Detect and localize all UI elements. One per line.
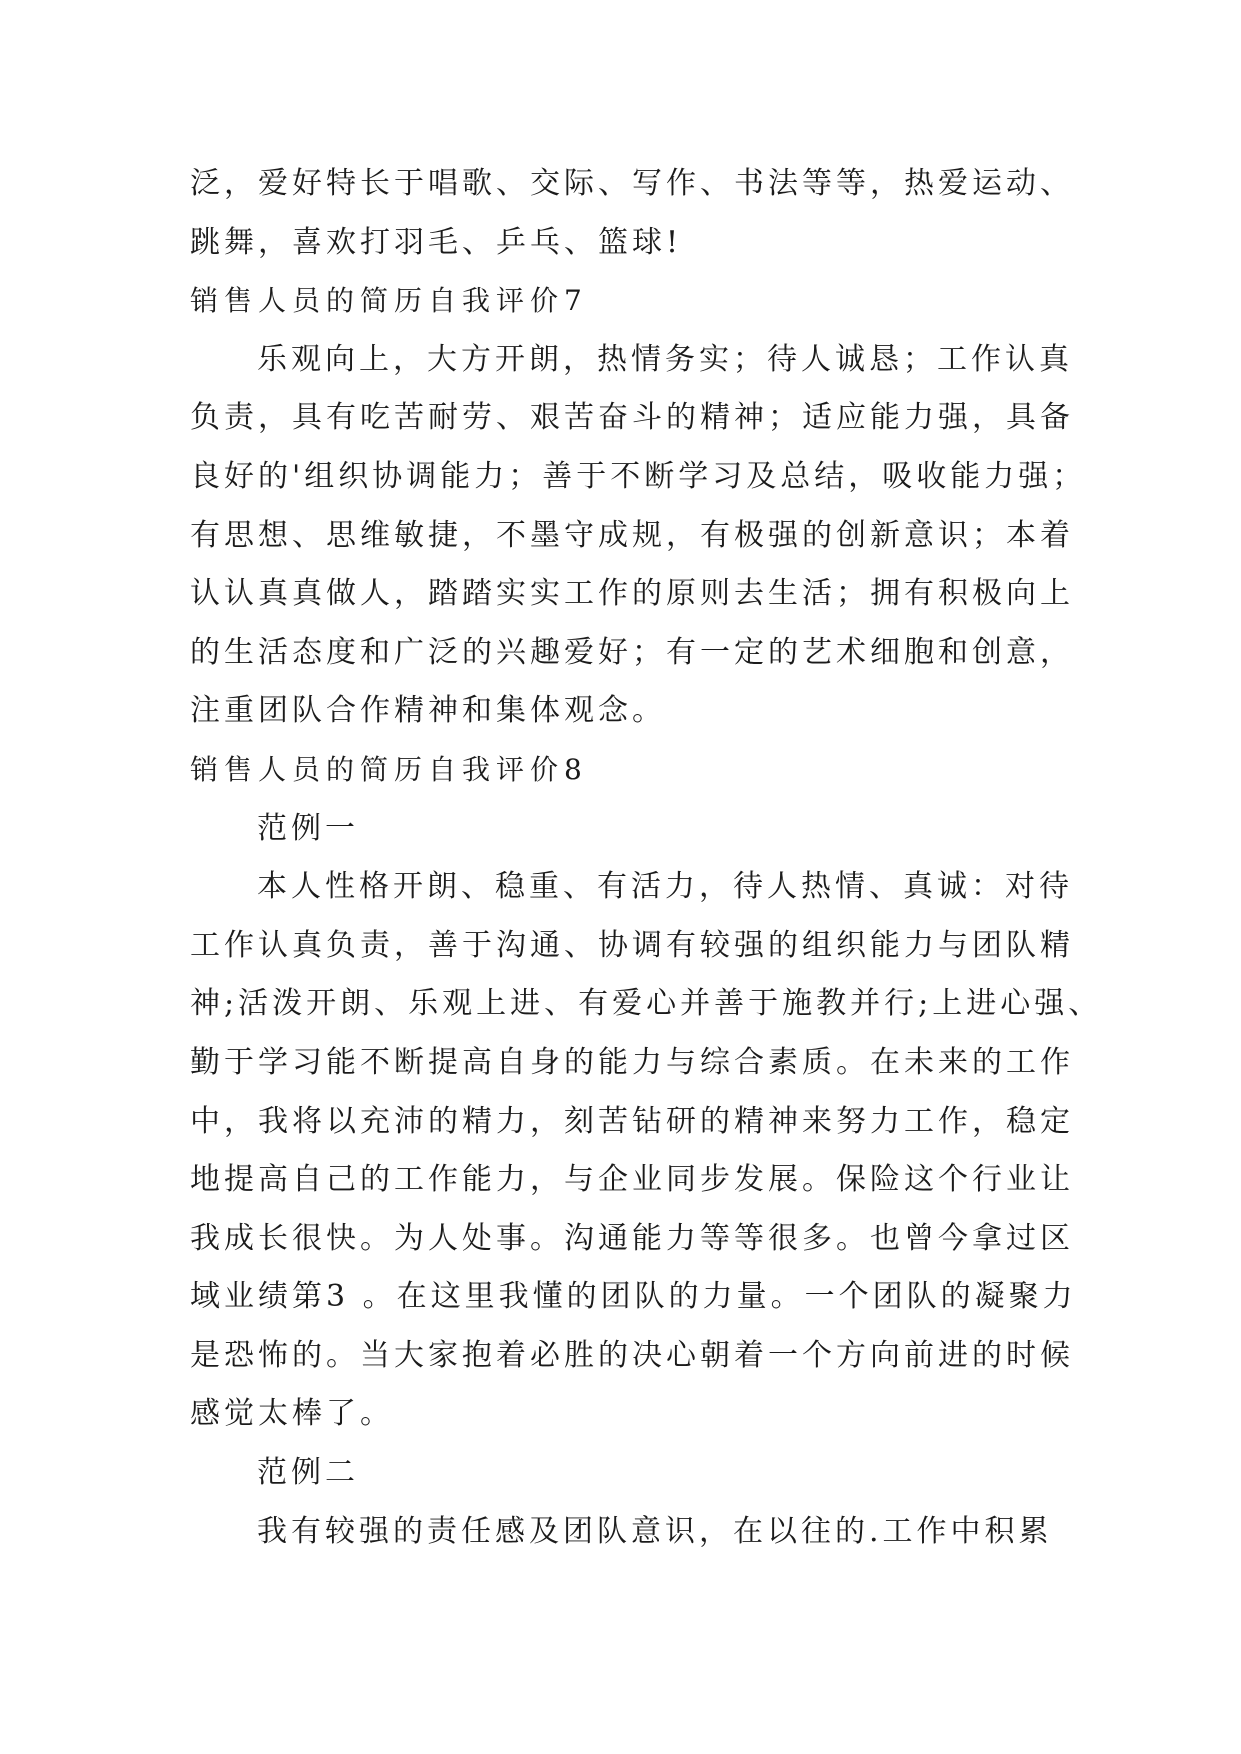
text-line: 勤于学习能不断提高自身的能力与综合素质。在未来的工作 xyxy=(190,1044,1074,1080)
section-heading: 销售人员的简历自我评价7 xyxy=(190,284,588,318)
text-line: 本人性格开朗、稳重、有活力，待人热情、真诚：对待 xyxy=(257,869,1073,905)
text-line: 负责，具有吃苦耐劳、艰苦奋斗的精神；适应能力强，具备 xyxy=(190,400,1074,436)
text-line: 感觉太棒了。 xyxy=(190,1396,394,1432)
document-body xyxy=(0,155,1241,1561)
section-heading: 销售人员的简历自我评价8 xyxy=(190,752,588,786)
text-line: 是恐怖的。当大家抱着必胜的决心朝着一个方向前进的时候 xyxy=(190,1337,1074,1373)
text-line: 的生活态度和广泛的兴趣爱好；有一定的艺术细胞和创意， xyxy=(190,634,1074,670)
text-line: 神;活泼开朗、乐观上进、有爱心并善于施教并行;上进心强、 xyxy=(190,986,1103,1022)
example-label: 范例一 xyxy=(257,810,359,846)
text-line: 有思想、思维敏捷，不墨守成规，有极强的创新意识；本着 xyxy=(190,517,1074,553)
text-line: 我成长很快。为人处事。沟通能力等等很多。也曾今拿过区 xyxy=(190,1220,1074,1256)
text-line: 工作认真负责，善于沟通、协调有较强的组织能力与团队精 xyxy=(190,927,1074,963)
text-line: 良好的'组织协调能力；善于不断学习及总结，吸收能力强； xyxy=(190,458,1087,494)
text-line: 泛，爱好特长于唱歌、交际、写作、书法等等，热爱运动、 xyxy=(190,166,1074,201)
text-line: 地提高自己的工作能力，与企业同步发展。保险这个行业让 xyxy=(190,1162,1074,1198)
example-label: 范例二 xyxy=(257,1455,359,1491)
text-line: 乐观向上，大方开朗，热情务实；待人诚恳；工作认真 xyxy=(257,341,1073,377)
text-line: 域业绩第3 。在这里我懂的团队的力量。一个团队的凝聚力 xyxy=(190,1279,1077,1315)
text-line: 跳舞，喜欢打羽毛、乒乓、篮球! xyxy=(190,224,683,260)
text-line: 注重团队合作精神和集体观念。 xyxy=(190,693,666,729)
text-line: 认认真真做人，踏踏实实工作的原则去生活；拥有积极向上 xyxy=(190,576,1074,612)
text-line: 我有较强的责任感及团队意识，在以往的.工作中积累 xyxy=(257,1513,1053,1549)
text-line: 中，我将以充沛的精力，刻苦钻研的精神来努力工作，稳定 xyxy=(190,1103,1074,1139)
